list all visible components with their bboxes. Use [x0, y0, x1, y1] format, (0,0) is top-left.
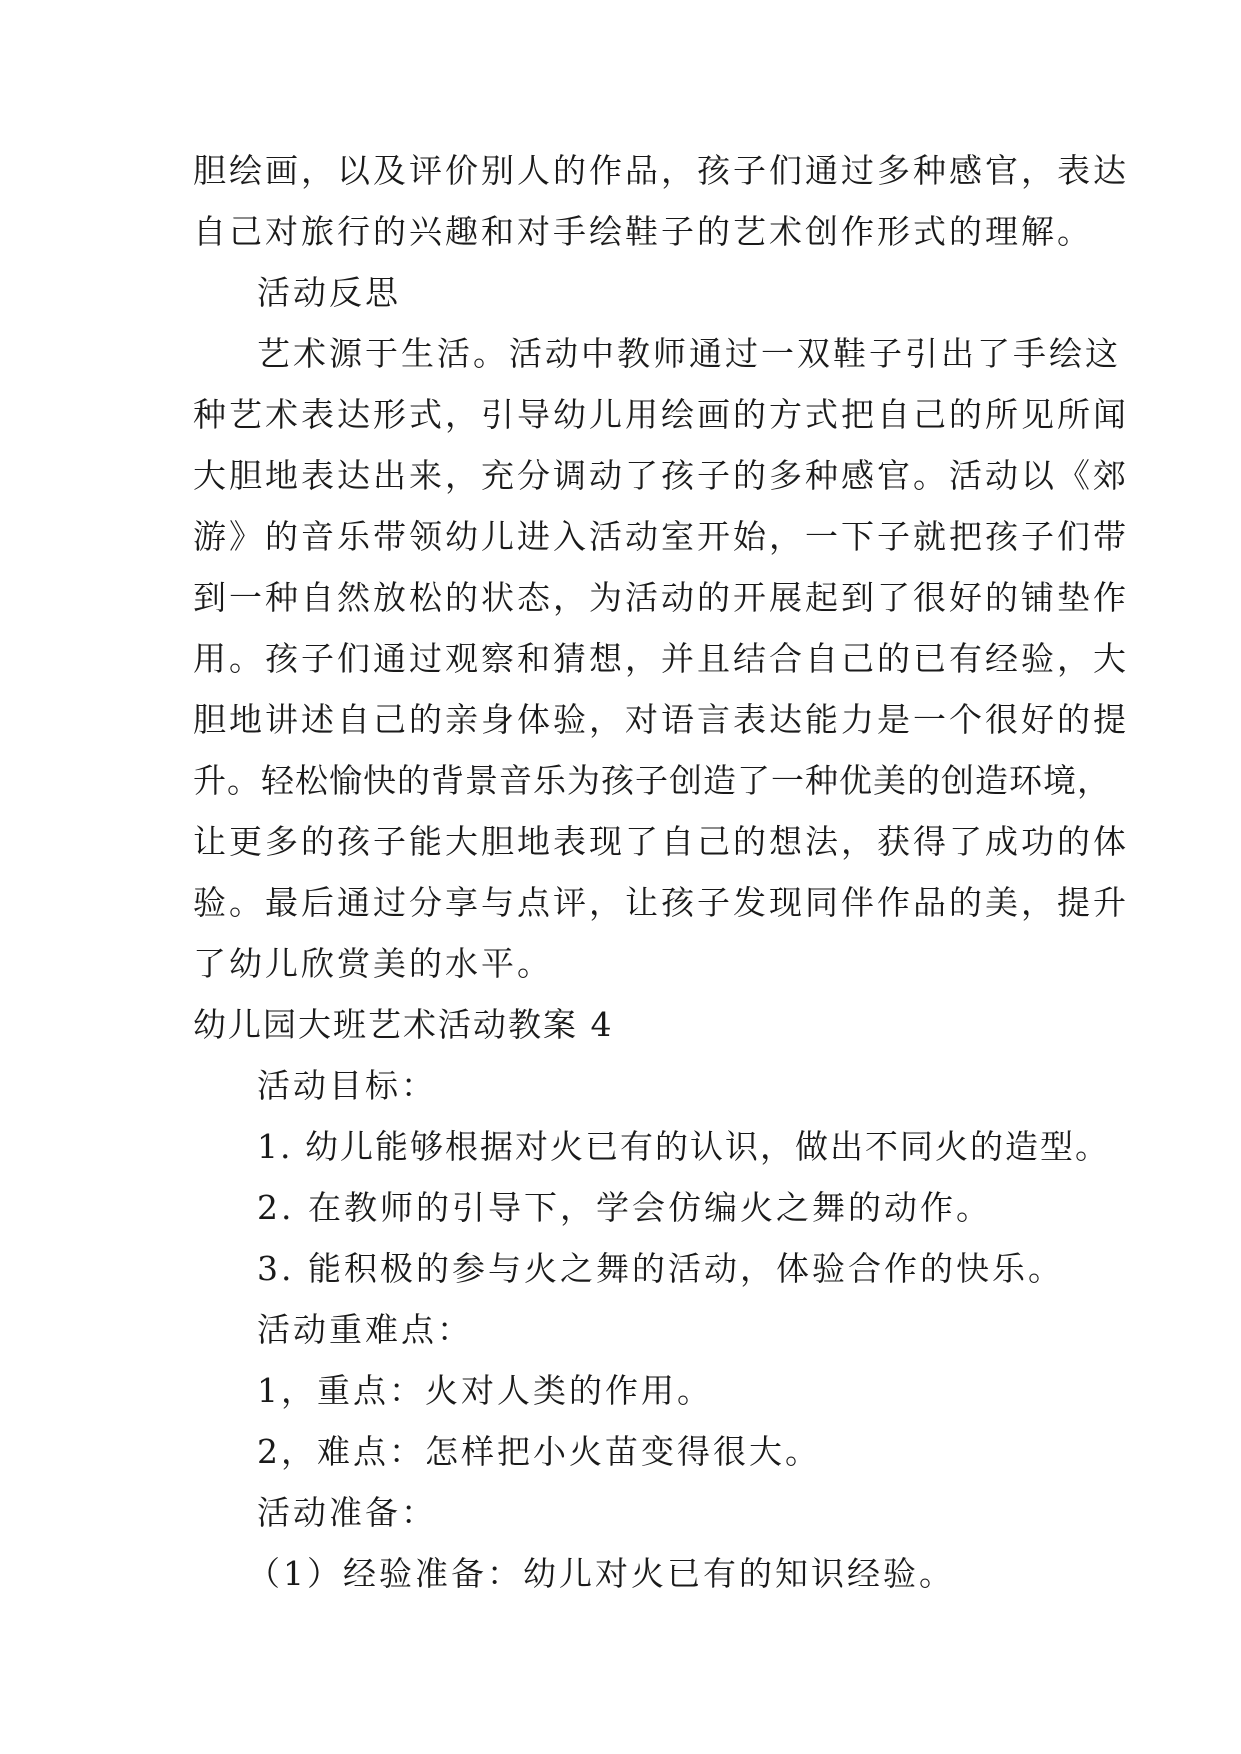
- paragraph-line: 到一种自然放松的状态，为活动的开展起到了很好的铺垫作: [193, 578, 1129, 617]
- subheading-preparation: 活动准备：: [257, 1493, 437, 1532]
- objective-item: 2. 在教师的引导下，学会仿编火之舞的动作。: [257, 1188, 992, 1227]
- preparation-item: （1）经验准备：幼儿对火已有的知识经验。: [247, 1554, 955, 1593]
- section-title: 幼儿园大班艺术活动教案 4: [193, 1005, 614, 1044]
- paragraph-line: 胆绘画，以及评价别人的作品，孩子们通过多种感官，表达: [193, 151, 1129, 190]
- section-heading-reflection: 活动反思: [257, 273, 401, 312]
- paragraph-line: 验。最后通过分享与点评，让孩子发现同伴作品的美，提升: [193, 883, 1129, 922]
- paragraph-line: 游》的音乐带领幼儿进入活动室开始，一下子就把孩子们带: [193, 517, 1129, 556]
- paragraph-line: 种艺术表达形式，引导幼儿用绘画的方式把自己的所见所闻: [193, 395, 1129, 434]
- paragraph-line: 用。孩子们通过观察和猜想，并且结合自己的已有经验，大: [193, 639, 1129, 678]
- paragraph-line: 艺术源于生活。活动中教师通过一双鞋子引出了手绘这: [257, 334, 1121, 373]
- paragraph-line: 大胆地表达出来，充分调动了孩子的多种感官。活动以《郊: [193, 456, 1129, 495]
- key-point-item: 2，难点：怎样把小火苗变得很大。: [257, 1432, 821, 1471]
- paragraph-line: 胆地讲述自己的亲身体验，对语言表达能力是一个很好的提: [193, 700, 1129, 739]
- subheading-objectives: 活动目标：: [257, 1066, 437, 1105]
- subheading-key-points: 活动重难点：: [257, 1310, 473, 1349]
- paragraph-line: 升。轻松愉快的背景音乐为孩子创造了一种优美的创造环境，: [193, 761, 1111, 800]
- objective-item: 3. 能积极的参与火之舞的活动，体验合作的快乐。: [257, 1249, 1064, 1288]
- paragraph-line: 了幼儿欣赏美的水平。: [193, 944, 553, 983]
- paragraph-line: 让更多的孩子能大胆地表现了自己的想法，获得了成功的体: [193, 822, 1129, 861]
- objective-item: 1. 幼儿能够根据对火已有的认识，做出不同火的造型。: [257, 1127, 1110, 1166]
- key-point-item: 1，重点：火对人类的作用。: [257, 1371, 713, 1410]
- paragraph-line: 自己对旅行的兴趣和对手绘鞋子的艺术创作形式的理解。: [193, 212, 1093, 251]
